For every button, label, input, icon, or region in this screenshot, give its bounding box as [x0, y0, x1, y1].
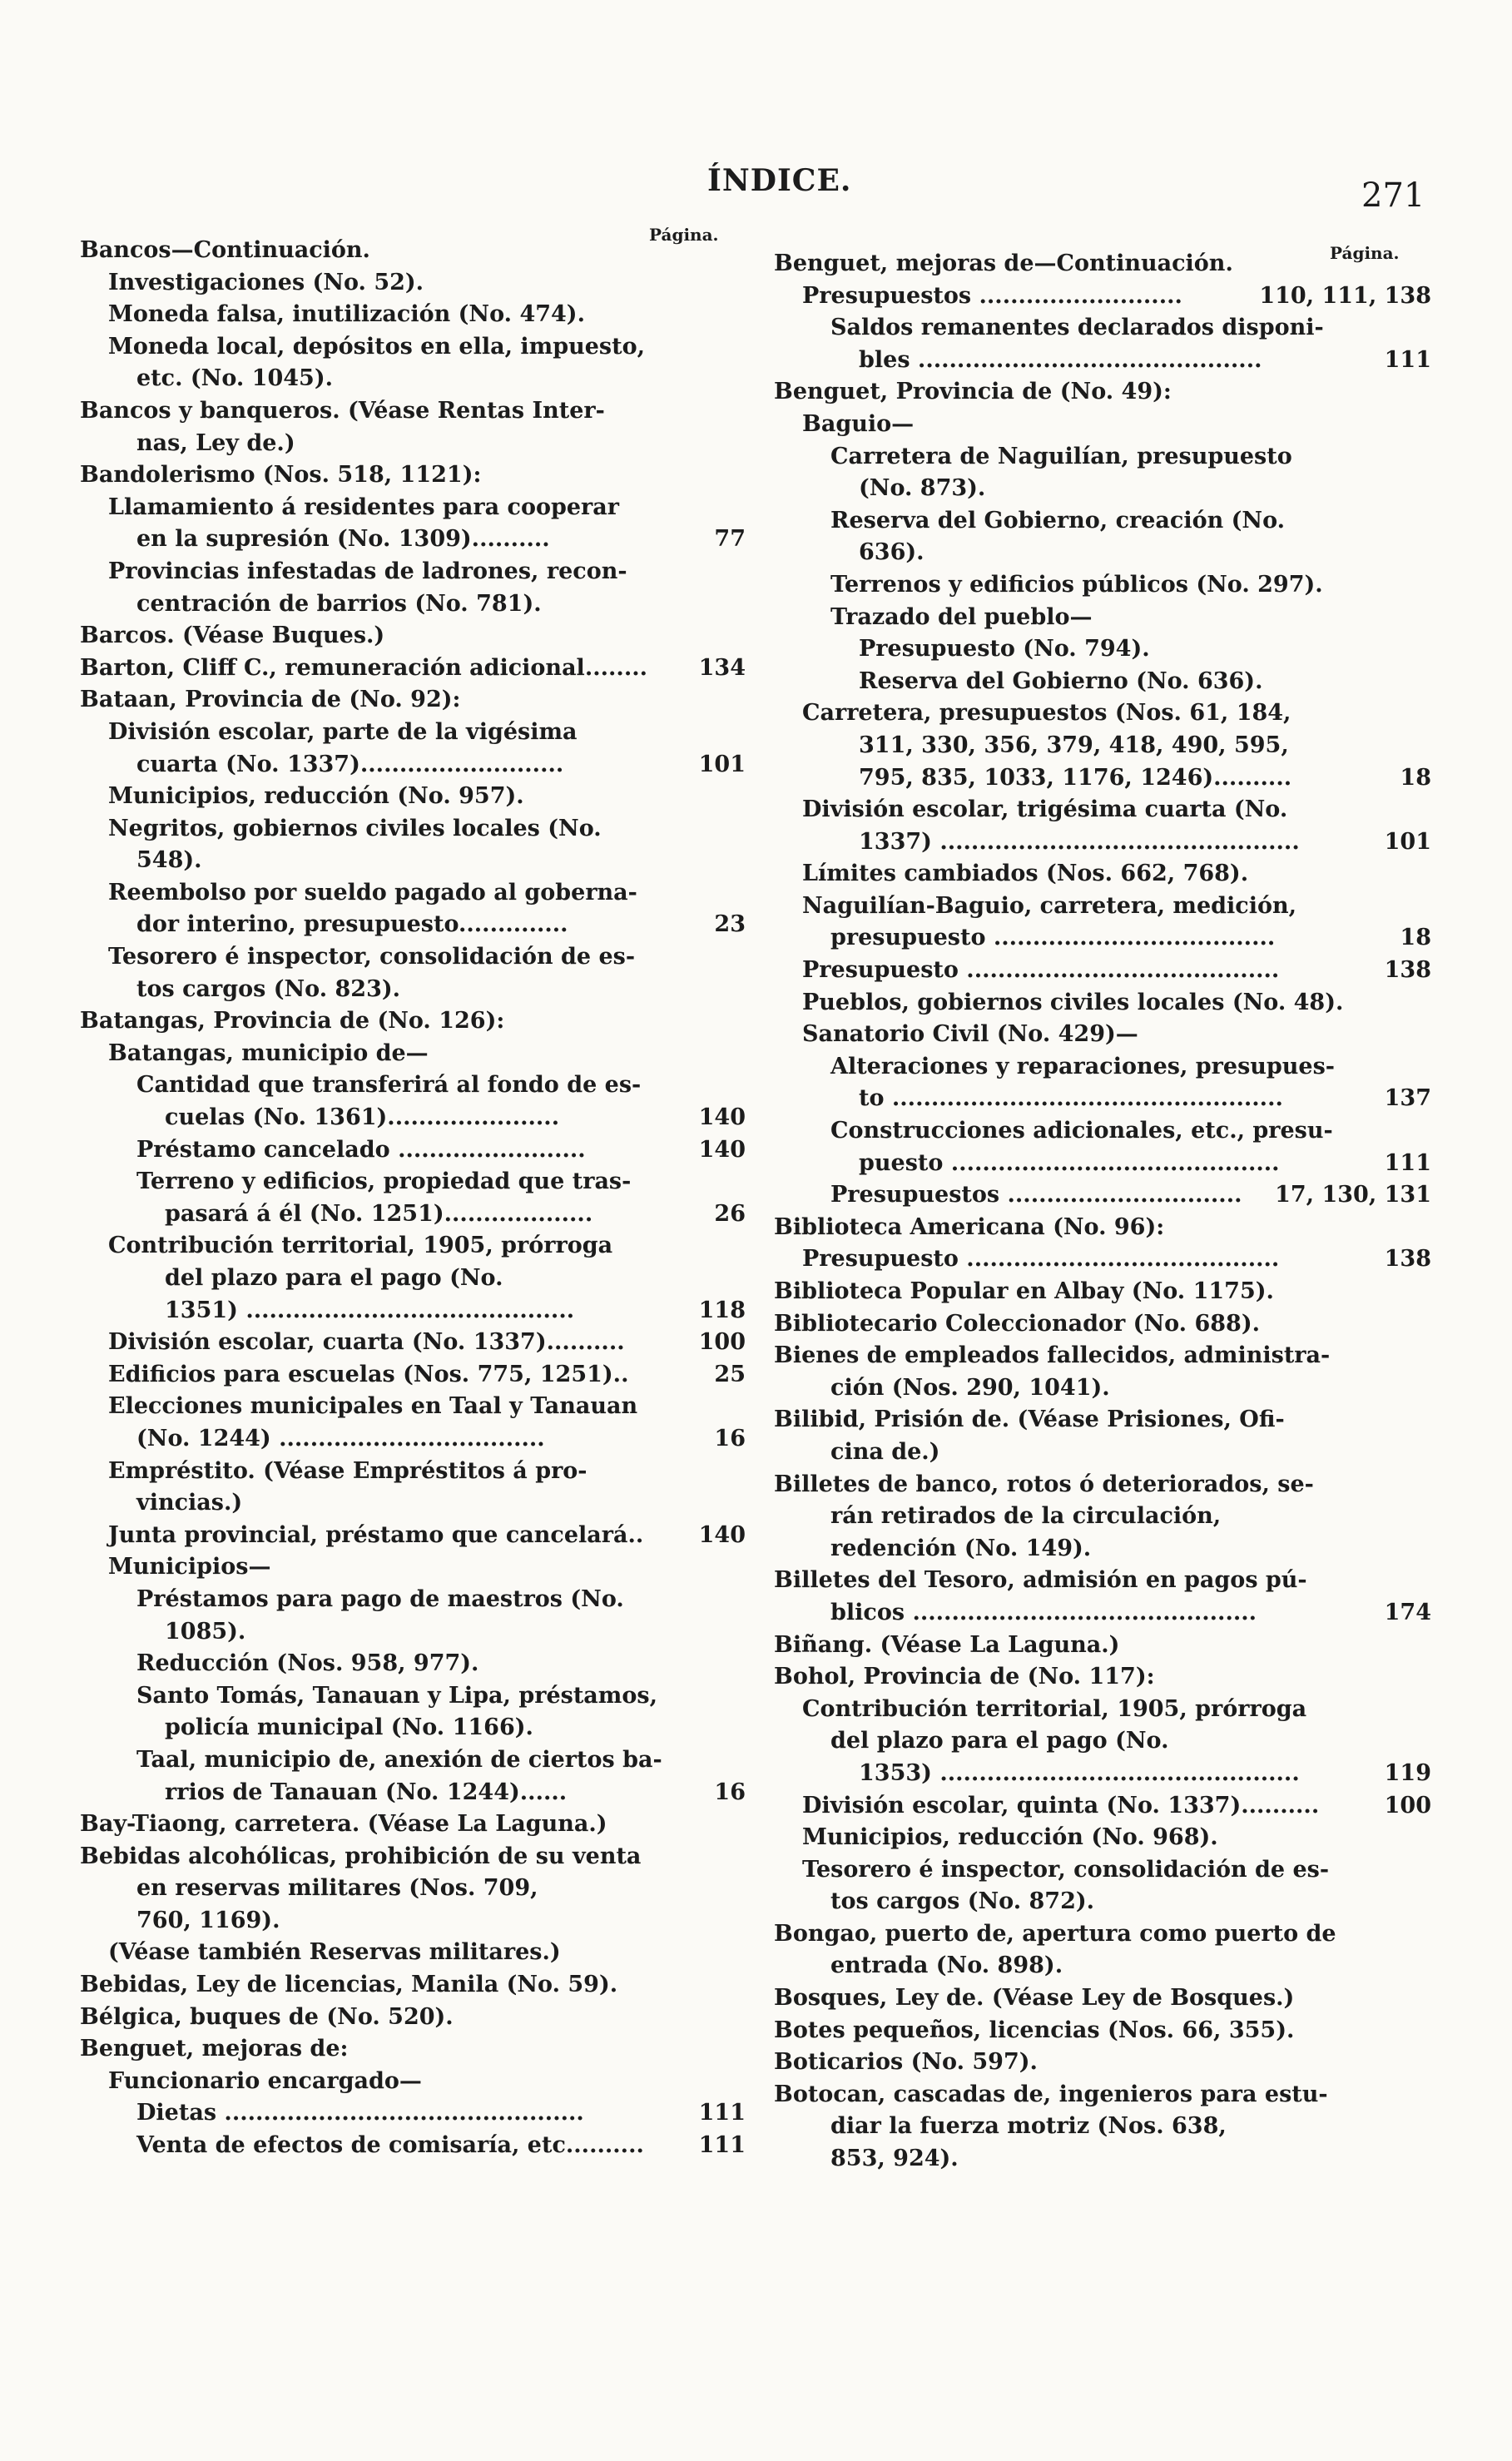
entry-text: Batangas, Provincia de (No. 126): — [80, 1008, 505, 1035]
index-entry — [774, 409, 1431, 441]
index-entry — [80, 974, 746, 1006]
index-entry — [80, 652, 746, 685]
entry-text: 1351) .......................................... — [165, 1297, 575, 1323]
entry-text: Biñang. (Véase La Laguna.) — [774, 1631, 1120, 1658]
entry-text: Barton, Cliff C., remuneración adicional........ — [80, 654, 648, 681]
entry-page-number: 101 — [698, 751, 746, 777]
index-entry — [80, 2002, 746, 2034]
index-entry — [80, 1841, 746, 1873]
index-entry — [774, 1083, 1431, 1115]
entry-page-number: 18 — [1400, 925, 1431, 951]
entry-text: (No. 873). — [859, 475, 986, 502]
entry-text: Benguet, Provincia de (No. 49): — [774, 379, 1172, 405]
entry-page-number: 100 — [1384, 1792, 1431, 1818]
index-column-left — [80, 235, 746, 2162]
page-title: ÍNDICE. — [707, 163, 852, 198]
index-entry — [774, 730, 1431, 762]
entry-text: Biblioteca Popular en Albay (No. 1175). — [774, 1278, 1274, 1304]
entry-text: Bancos y banqueros. (Véase Rentas Inter- — [80, 397, 605, 424]
entry-text: Préstamo cancelado ........................ — [136, 1136, 586, 1163]
index-entry — [774, 1950, 1431, 1982]
index-entry — [80, 1648, 746, 1680]
index-entry — [80, 2066, 746, 2098]
index-entry — [774, 1854, 1431, 1887]
entry-page-number: 18 — [1400, 764, 1431, 791]
index-entry — [80, 941, 746, 974]
index-entry — [774, 602, 1431, 634]
index-entry — [80, 1616, 746, 1649]
entry-text: Baguio— — [802, 410, 915, 437]
entry-text: Pueblos, gobiernos civiles locales (No. 48). — [802, 989, 1344, 1015]
entry-text: 311, 330, 356, 379, 418, 490, 595, — [859, 732, 1289, 758]
index-entry — [774, 441, 1431, 474]
entry-text: Bancos—Continuación. — [80, 237, 370, 263]
entry-text: en la supresión (No. 1309).......... — [136, 526, 550, 553]
entry-text: Santo Tomás, Tanauan y Lipa, préstamos, — [136, 1682, 657, 1709]
entry-text: Presupuesto ........................................ — [802, 1246, 1280, 1273]
entry-text: vincias.) — [136, 1490, 243, 1516]
entry-page-number: 111 — [698, 2100, 746, 2126]
index-entry — [80, 1456, 746, 1488]
entry-text: Naguilían-Baguio, carretera, medición, — [802, 892, 1297, 919]
index-entry — [774, 987, 1431, 1020]
entry-text: del plazo para el pago (No. — [830, 1728, 1169, 1754]
entry-text: Empréstito. (Véase Empréstitos á pro- — [108, 1457, 587, 1484]
index-entry — [774, 1501, 1431, 1533]
entry-text: Bélgica, buques de (No. 520). — [80, 2003, 454, 2030]
entry-text: Terreno y edificios, propiedad que tras- — [136, 1168, 632, 1195]
index-entry — [774, 1918, 1431, 1951]
index-entry — [80, 492, 746, 524]
entry-page-number: 111 — [698, 2132, 746, 2159]
entry-text: Reembolso por sueldo pagado al goberna- — [108, 879, 637, 906]
index-entry — [774, 1533, 1431, 1565]
entry-text: Moneda falsa, inutilización (No. 474). — [108, 301, 585, 328]
entry-page-number: 26 — [714, 1200, 746, 1227]
index-entry — [774, 1790, 1431, 1823]
entry-text: Presupuesto ........................................ — [802, 957, 1280, 984]
index-entry — [80, 1520, 746, 1552]
entry-text: Boticarios (No. 597). — [774, 2049, 1038, 2076]
entry-text: dor interino, presupuesto.............. — [136, 911, 568, 938]
index-entry — [80, 1263, 746, 1295]
entry-text: cina de.) — [830, 1438, 940, 1465]
index-entry — [774, 1725, 1431, 1758]
entry-text: Funcionario encargado— — [108, 2067, 422, 2094]
index-entry — [80, 1327, 746, 1359]
entry-text: 636). — [859, 539, 925, 566]
entry-text: 760, 1169). — [136, 1907, 280, 1933]
index-entry — [80, 749, 746, 781]
entry-page-number: 138 — [1384, 1246, 1431, 1273]
entry-text: nas, Ley de.) — [136, 429, 295, 456]
entry-text: 1085). — [165, 1618, 246, 1645]
index-entry — [80, 909, 746, 941]
entry-text: Billetes de banco, rotos ó deteriorados, se- — [774, 1471, 1314, 1497]
entry-text: Saldos remanentes declarados disponi- — [830, 315, 1324, 341]
index-entry — [774, 826, 1431, 859]
entry-text: rán retirados de la circulación, — [830, 1503, 1222, 1530]
entry-text: Municipios, reducción (No. 957). — [108, 783, 524, 810]
entry-page-number: 100 — [698, 1329, 746, 1356]
entry-text: Municipios— — [108, 1554, 271, 1580]
index-entry — [80, 459, 746, 492]
index-entry — [80, 813, 746, 846]
entry-text: Venta de efectos de comisaría, etc.......... — [136, 2132, 644, 2159]
entry-text: presupuesto .................................... — [830, 925, 1276, 951]
entry-text: (Véase también Reservas militares.) — [108, 1939, 561, 1966]
entry-text: División escolar, parte de la vigésima — [108, 718, 578, 745]
index-entry — [80, 2033, 746, 2066]
entry-text: División escolar, cuarta (No. 1337).......... — [108, 1329, 625, 1356]
entry-text: Barcos. (Véase Buques.) — [80, 623, 385, 649]
index-entry — [774, 697, 1431, 730]
entry-text: Tesorero é inspector, consolidación de es- — [802, 1856, 1330, 1883]
entry-text: en reservas militares (Nos. 709, — [136, 1875, 538, 1902]
entry-text: centración de barrios (No. 781). — [136, 590, 542, 617]
index-entry — [80, 1069, 746, 1102]
entry-page-number: 16 — [714, 1779, 746, 1805]
index-entry — [774, 1982, 1431, 2015]
index-entry — [774, 1276, 1431, 1308]
entry-text: Límites cambiados (Nos. 662, 768). — [802, 861, 1249, 887]
index-entry — [80, 1005, 746, 1038]
entry-text: Carretera de Naguilían, presupuesto — [830, 443, 1292, 469]
index-entry — [80, 235, 746, 267]
index-entry — [774, 922, 1431, 955]
entry-text: del plazo para el pago (No. — [165, 1265, 503, 1291]
entry-text: 1337) .............................................. — [859, 828, 1300, 855]
entry-text: Contribución territorial, 1905, prórroga — [802, 1695, 1307, 1722]
entry-text: Cantidad que transferirá al fondo de es- — [136, 1072, 642, 1099]
entry-page-number: 119 — [1384, 1759, 1431, 1786]
index-entry — [80, 1809, 746, 1841]
entry-text: Bilibid, Prisión de. (Véase Prisiones, Ofi- — [774, 1407, 1285, 1433]
entry-text: Sanatorio Civil (No. 429)— — [802, 1021, 1138, 1048]
entry-page-number: 140 — [698, 1136, 746, 1163]
index-entry — [80, 523, 746, 556]
entry-text: Moneda local, depósitos en ella, impuesto, — [108, 333, 646, 360]
entry-page-number: 174 — [1384, 1599, 1431, 1625]
index-entry — [80, 1423, 746, 1456]
entry-text: Batangas, municipio de— — [108, 1039, 429, 1066]
entry-text: policía municipal (No. 1166). — [165, 1714, 533, 1741]
entry-page-number: 101 — [1384, 828, 1431, 855]
index-entry — [774, 312, 1431, 345]
index-entry — [774, 376, 1431, 409]
entry-text: redención (No. 149). — [830, 1535, 1092, 1561]
entry-text: Bienes de empleados fallecidos, administra- — [774, 1342, 1331, 1369]
index-entry — [80, 1873, 746, 1905]
index-entry — [80, 1744, 746, 1777]
index-entry — [774, 633, 1431, 666]
index-entry — [774, 569, 1431, 602]
index-column-right — [774, 248, 1431, 2176]
entry-text: Municipios, reducción (No. 968). — [802, 1824, 1218, 1851]
index-entry — [80, 1937, 746, 1969]
entry-page-number: 111 — [1384, 1149, 1431, 1176]
index-entry — [774, 1661, 1431, 1694]
index-entry — [774, 1179, 1431, 1212]
entry-text: 548). — [136, 847, 202, 874]
index-entry — [774, 1886, 1431, 1918]
entry-text: pasará á él (No. 1251)................... — [165, 1200, 593, 1227]
entry-text: Billetes del Tesoro, admisión en pagos pú- — [774, 1567, 1307, 1594]
index-entry — [774, 1340, 1431, 1372]
entry-text: 853, 924). — [830, 2146, 959, 2172]
index-entry — [774, 1565, 1431, 1597]
entry-text: Benguet, mejoras de: — [80, 2036, 349, 2062]
index-entry — [774, 1212, 1431, 1244]
entry-text: Edificios para escuelas (Nos. 775, 1251).. — [108, 1361, 629, 1387]
index-entry — [80, 1969, 746, 2002]
index-entry — [774, 505, 1431, 538]
entry-page-number: 140 — [698, 1521, 746, 1548]
index-entry — [80, 1584, 746, 1616]
entry-page-number: 25 — [714, 1361, 746, 1387]
entry-text: Bosques, Ley de. (Véase Ley de Bosques.) — [774, 1985, 1295, 2012]
index-entry — [774, 1469, 1431, 1501]
entry-text: 1353) .............................................. — [859, 1759, 1300, 1786]
index-entry — [80, 1680, 746, 1713]
index-entry — [80, 1166, 746, 1198]
entry-text: Tesorero é inspector, consolidación de es- — [108, 944, 636, 970]
entry-text: diar la fuerza motriz (Nos. 638, — [830, 2113, 1227, 2140]
entry-page-number: 23 — [714, 911, 746, 938]
entry-text: Bibliotecario Coleccionador (No. 688). — [774, 1310, 1260, 1337]
entry-page-number: 77 — [714, 526, 746, 553]
entry-page-number: 17, 130, 131 — [1275, 1182, 1431, 1208]
index-entry — [774, 1243, 1431, 1276]
index-entry — [774, 1372, 1431, 1405]
entry-text: Junta provincial, préstamo que cancelará.. — [108, 1521, 644, 1548]
entry-text: Presupuestos .......................... — [802, 282, 1182, 309]
index-entry — [774, 1148, 1431, 1180]
index-entry — [774, 1051, 1431, 1084]
index-entry — [774, 891, 1431, 923]
entry-text: Botes pequeños, licencias (Nos. 66, 355). — [774, 2017, 1295, 2043]
index-entry — [80, 1359, 746, 1392]
index-entry — [774, 762, 1431, 795]
entry-page-number: 140 — [698, 1104, 746, 1131]
entry-page-number: 134 — [698, 654, 746, 681]
index-entry — [80, 395, 746, 428]
index-entry — [80, 1905, 746, 1938]
index-entry — [774, 1758, 1431, 1790]
entry-text: cuarta (No. 1337).......................... — [136, 751, 564, 777]
index-entry — [774, 248, 1431, 280]
entry-text: to .................................................. — [859, 1085, 1283, 1112]
index-entry — [774, 280, 1431, 313]
entry-text: División escolar, trigésima cuarta (No. — [802, 796, 1288, 823]
entry-text: Llamamiento á residentes para cooperar — [108, 494, 619, 520]
entry-page-number: 137 — [1384, 1085, 1431, 1112]
index-entry — [774, 794, 1431, 826]
entry-text: Botocan, cascadas de, ingenieros para estu- — [774, 2081, 1328, 2107]
index-entry — [80, 781, 746, 813]
index-entry — [774, 1436, 1431, 1469]
index-entry — [80, 1487, 746, 1520]
pagina-label-left: Página. — [649, 225, 719, 245]
entry-text: Bay-Tiaong, carretera. (Véase La Laguna.) — [80, 1811, 607, 1838]
index-entry — [80, 1551, 746, 1584]
index-entry — [774, 1822, 1431, 1854]
index-entry — [80, 620, 746, 652]
pagina-label-right: Página. — [1330, 243, 1400, 263]
index-entry — [80, 1391, 746, 1423]
entry-text: Bongao, puerto de, apertura como puerto de — [774, 1920, 1336, 1947]
index-entry — [774, 2015, 1431, 2047]
entry-text: Dietas .............................................. — [136, 2100, 584, 2126]
page-number: 271 — [1361, 176, 1425, 215]
entry-text: Investigaciones (No. 52). — [108, 269, 424, 295]
index-entry — [80, 428, 746, 460]
entry-text: Construcciones adicionales, etc., presu- — [830, 1118, 1333, 1144]
index-entry — [80, 1038, 746, 1070]
index-entry — [774, 345, 1431, 377]
index-entry — [80, 1777, 746, 1809]
entry-text: Presupuesto (No. 794). — [859, 636, 1150, 662]
index-entry — [80, 1198, 746, 1231]
entry-text: Reserva del Gobierno (No. 636). — [859, 667, 1263, 694]
index-entry — [80, 1102, 746, 1134]
entry-text: Taal, municipio de, anexión de ciertos ba- — [136, 1746, 662, 1773]
index-entry — [774, 2079, 1431, 2111]
index-entry — [774, 955, 1431, 987]
index-entry — [80, 2130, 746, 2162]
entry-text: Carretera, presupuestos (Nos. 61, 184, — [802, 700, 1291, 727]
index-entry — [774, 2047, 1431, 2079]
entry-text: entrada (No. 898). — [830, 1952, 1063, 1979]
entry-text: Bohol, Provincia de (No. 117): — [774, 1664, 1155, 1690]
entry-text: Alteraciones y reparaciones, presupues- — [830, 1053, 1335, 1079]
entry-page-number: 138 — [1384, 957, 1431, 984]
entry-page-number: 110, 111, 138 — [1259, 282, 1431, 309]
index-entry — [80, 845, 746, 877]
index-entry — [80, 363, 746, 395]
index-entry — [774, 537, 1431, 569]
entry-text: División escolar, quinta (No. 1337).......... — [802, 1792, 1320, 1818]
index-entry — [80, 1230, 746, 1263]
index-entry — [774, 473, 1431, 505]
entry-text: Bebidas, Ley de licencias, Manila (No. 59). — [80, 1972, 618, 1998]
index-entry — [774, 666, 1431, 698]
entry-text: Bebidas alcohólicas, prohibición de su venta — [80, 1843, 642, 1869]
entry-text: Provincias infestadas de ladrones, recon- — [108, 558, 627, 584]
index-entry — [774, 1019, 1431, 1051]
entry-text: Contribución territorial, 1905, prórroga — [108, 1233, 613, 1259]
entry-text: bles ............................................ — [859, 346, 1262, 373]
index-entry — [774, 1308, 1431, 1341]
entry-text: Trazado del pueblo— — [830, 603, 1093, 630]
entry-text: blicos ............................................ — [830, 1599, 1257, 1625]
entry-text: 795, 835, 1033, 1176, 1246).......... — [859, 764, 1292, 791]
index-entry — [774, 1630, 1431, 1662]
index-entry — [80, 267, 746, 300]
entry-text: Bandolerismo (Nos. 518, 1121): — [80, 462, 482, 489]
entry-text: ción (Nos. 290, 1041). — [830, 1374, 1110, 1401]
index-entry — [80, 556, 746, 588]
entry-text: Biblioteca Americana (No. 96): — [774, 1213, 1165, 1240]
entry-text: rrios de Tanauan (No. 1244)...... — [165, 1779, 568, 1805]
index-entry — [80, 331, 746, 364]
index-entry — [80, 588, 746, 621]
entry-page-number: 111 — [1384, 346, 1431, 373]
entry-text: Reducción (Nos. 958, 977). — [136, 1650, 479, 1677]
index-entry — [80, 299, 746, 331]
index-entry — [774, 1597, 1431, 1630]
entry-text: Terrenos y edificios públicos (No. 297). — [830, 571, 1323, 598]
entry-text: Elecciones municipales en Taal y Tanauan — [108, 1393, 638, 1420]
index-entry — [774, 2143, 1431, 2176]
entry-text: Negritos, gobiernos civiles locales (No. — [108, 815, 602, 841]
index-entry — [774, 858, 1431, 891]
entry-text: puesto .......................................... — [859, 1149, 1280, 1176]
index-entry — [80, 1134, 746, 1167]
index-entry — [80, 2097, 746, 2130]
entry-text: cuelas (No. 1361)...................... — [165, 1104, 560, 1131]
entry-page-number: 16 — [714, 1425, 746, 1451]
index-entry — [80, 717, 746, 749]
index-entry — [774, 1694, 1431, 1726]
entry-text: Bataan, Provincia de (No. 92): — [80, 687, 461, 713]
index-entry — [774, 2111, 1431, 2143]
index-entry — [80, 684, 746, 717]
index-entry — [774, 1115, 1431, 1148]
index-entry — [80, 1295, 746, 1327]
entry-text: tos cargos (No. 872). — [830, 1888, 1095, 1915]
entry-text: etc. (No. 1045). — [136, 365, 333, 392]
entry-text: Benguet, mejoras de—Continuación. — [774, 251, 1233, 276]
index-entry — [774, 1404, 1431, 1436]
entry-text: (No. 1244) .................................. — [136, 1425, 545, 1451]
entry-text: Préstamos para pago de maestros (No. — [136, 1585, 624, 1612]
index-entry — [80, 877, 746, 910]
entry-text: Presupuestos .............................. — [830, 1182, 1242, 1208]
entry-text: Reserva del Gobierno, creación (No. — [830, 507, 1286, 533]
entry-text: tos cargos (No. 823). — [136, 975, 401, 1002]
entry-page-number: 118 — [698, 1297, 746, 1323]
index-entry — [80, 1712, 746, 1744]
